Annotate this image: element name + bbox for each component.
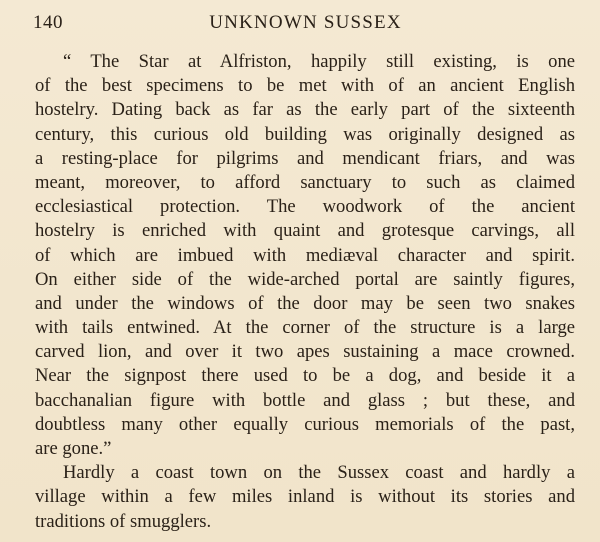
text-line: traditions of smugglers. xyxy=(35,510,212,532)
text-line: ecclesiastical protection. The woodwork of the ancient xyxy=(35,196,575,218)
text-line: and under the windows of the door may be seen two snakes xyxy=(35,292,575,314)
text-line: of which are imbued with mediæval character and spirit. xyxy=(35,244,575,266)
text-line: meant, moreover, to afford sanctuary to such as claimed xyxy=(35,171,575,193)
body-text xyxy=(35,50,575,534)
smugglers-paragraph xyxy=(35,461,575,534)
running-head xyxy=(33,10,578,38)
text-line: village within a few miles inland is without its stories and xyxy=(35,486,575,508)
text-line: Hardly a coast town on the Sussex coast and hardly a xyxy=(63,462,575,484)
text-line: century, this curious old building was originally designed as xyxy=(35,123,575,145)
text-line: carved lion, and over it two apes sustaining a mace crowned. xyxy=(35,341,575,363)
text-line: a resting-place for pilgrims and mendicant friars, and was xyxy=(35,147,575,169)
text-line: doubtless many other equally curious memorials of the past, xyxy=(35,413,575,435)
text-line: Near the signpost there used to be a dog, and beside it a xyxy=(35,365,575,387)
text-line: On either side of the wide-arched portal are saintly figures, xyxy=(35,268,575,290)
text-line: “ The Star at Alfriston, happily still existing, is one xyxy=(63,51,575,72)
quote-paragraph xyxy=(35,50,575,461)
text-line: hostelry is enriched with quaint and grotesque carvings, all xyxy=(35,220,575,242)
text-line: hostelry. Dating back as far as the early part of the sixteenth xyxy=(35,99,575,121)
text-line: are gone.” xyxy=(35,438,112,459)
text-line: bacchanalian figure with bottle and glass ; but these, and xyxy=(35,389,575,411)
page-number: 140 xyxy=(33,12,63,33)
text-line: with tails entwined. At the corner of the structure is a large xyxy=(35,317,575,339)
book-title: UNKNOWN SUSSEX xyxy=(209,12,402,33)
text-line: of the best specimens to be met with of an ancient English xyxy=(35,75,575,97)
